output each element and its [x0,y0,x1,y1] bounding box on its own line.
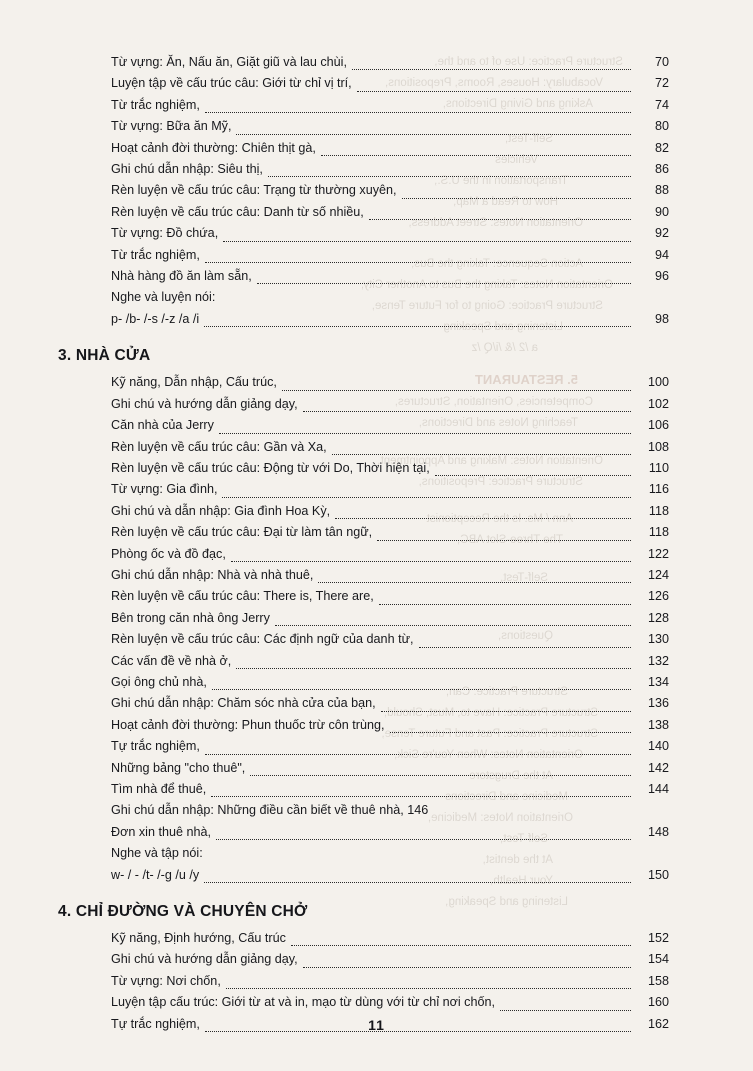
toc-entry-label: Bên trong căn nhà ông Jerry [111,610,270,625]
toc-entry-label: Từ trắc nghiệm, [111,97,200,112]
bleed-through-line: Structure Practice: Use of to and the, [434,56,623,68]
toc-leader-dots [250,768,631,776]
toc-leader-dots [303,960,631,968]
toc-entry-label: Từ trắc nghiệm, [111,247,200,262]
toc-entry[interactable] [56,394,697,415]
toc-entry-page-number: 138 [647,717,669,732]
bleed-through-line: Vehicles [495,154,538,166]
bleed-through-line: Structure Practice: Past and Future Tense, [381,728,598,740]
toc-entry-page-number: 86 [654,162,669,177]
toc-entry-label: Ghi chú và hướng dẫn giảng dạy, [111,396,298,411]
toc-entry-page-number: 136 [647,696,669,711]
bleed-through-line: Self-Test, [505,133,553,145]
toc-entry[interactable] [56,822,697,843]
bleed-through-line: Orientation Notes: Street Address, [408,217,583,229]
toc-entry[interactable] [56,779,697,800]
toc-entry-label: Ghi chú và dẫn nhập: Gia đình Hoa Kỳ, [111,503,331,518]
toc-entry-page-number: 92 [654,226,669,241]
bleed-through-line: Orientation Notes: Making and Appointment, [377,455,603,467]
toc-leader-dots [435,468,631,476]
toc-section-heading: 4. CHỈ ĐƯỜNG VÀ CHUYÊN CHỞ [58,903,308,921]
toc-leader-dots [433,812,631,819]
toc-entry-label: Nghe và luyện nói: [111,290,216,305]
toc-leader-dots [369,212,631,220]
toc-entry-label: Phòng ốc và đồ đạc, [111,546,226,561]
toc-entry-page-number: 154 [647,952,669,967]
toc-entry[interactable] [56,800,697,821]
toc-entry-label: Những bảng "cho thuê", [111,760,246,775]
bleed-through-line: Questions, [498,630,553,642]
toc-leader-dots [332,447,631,455]
toc-entry-label: Các vấn đề về nhà ở, [111,653,232,668]
toc-entry-page-number: 122 [647,546,669,561]
toc-leader-dots [419,640,632,648]
toc-entry-page-number: 160 [647,995,669,1010]
bleed-through-line: Self-Test, [500,833,548,845]
toc-entry-label: Từ vựng: Ăn, Nấu ăn, Giặt giũ và lau chùi, [111,55,347,69]
toc-entry-page-number: 134 [647,674,669,689]
toc-entry-page-number: 88 [654,183,669,198]
toc-entry-page-number: 128 [647,610,669,625]
toc-entry[interactable] [56,693,697,714]
toc-leader-dots [303,404,631,412]
toc-entry[interactable] [56,672,697,693]
bleed-through-line: Ann / Ms. Is the Receptionist [426,513,573,525]
toc-entry-page-number: 116 [648,482,669,497]
toc-entry[interactable] [56,608,697,629]
toc-leader-dots [205,747,631,755]
bleed-through-line: At the Drugstore [469,770,553,782]
bleed-through-line: Structure Practice: Prepositions, [418,476,583,488]
toc-entry-page-number: 98 [654,311,669,326]
bleed-through-line: At the dentist, [482,854,553,866]
toc-entry[interactable] [56,116,697,137]
toc-entry-page-number: 72 [654,76,669,91]
toc-entry-page-number: 82 [654,140,669,155]
toc-entry-page-number: 102 [647,396,669,411]
table-of-contents [56,52,697,1035]
toc-entry-page-number: 74 [654,97,669,112]
toc-entry-page-number: 108 [647,439,669,454]
toc-leader-dots [402,191,631,199]
toc-entry-label: Kỹ năng, Dẫn nhập, Cấu trúc, [111,375,277,390]
toc-entry-page-number: 150 [647,867,669,882]
toc-entry-label: Rèn luyện về cấu trúc câu: Đại từ làm tân ngữ, [111,525,373,540]
bleed-through-line: How to Read a Map, [453,196,558,208]
toc-entry-page-number: 130 [647,632,669,647]
toc-entry[interactable] [56,629,697,650]
toc-leader-dots [216,832,631,840]
bleed-through-line: Action Sequence: Taking the Bus, [411,258,583,270]
toc-leader-dots [321,148,631,156]
toc-leader-dots [231,554,631,562]
bleed-through-line: Structure Practice: Going to for Future Tense, [371,300,603,312]
toc-entry-label: Tự trắc nghiệm, [111,739,200,754]
toc-entry-label: Rèn luyện về cấu trúc câu: Gần và Xa, [111,439,327,454]
toc-entry[interactable] [56,245,697,266]
toc-leader-dots [500,1003,631,1011]
toc-entry[interactable] [56,651,697,672]
toc-leader-dots [268,169,631,177]
bleed-through-line: Transportation in the U.S., [434,175,568,187]
toc-entry[interactable] [56,715,697,736]
toc-entry-label: Ghi chú dẫn nhập: Siêu thị, [111,162,263,177]
toc-entry-label: Căn nhà của Jerry [111,418,214,433]
toc-entry-list [56,52,697,330]
toc-entry-page-number: 162 [647,1016,669,1031]
toc-entry-page-number: 132 [647,653,669,668]
toc-entry-page-number: 96 [654,269,669,284]
toc-entry[interactable] [56,266,697,287]
toc-entry[interactable] [56,180,697,201]
toc-entry-page-number: 90 [654,204,669,219]
toc-leader-dots [204,875,631,883]
toc-entry-label: Kỹ năng, Định hướng, Cấu trúc [111,931,286,946]
toc-leader-dots [220,299,631,306]
toc-entry-label: Gọi ông chủ nhà, [111,674,207,689]
toc-entry-page-number: 158 [647,973,669,988]
toc-entry-label: Tự trắc nghiệm, [111,1016,200,1031]
toc-entry[interactable] [56,479,697,500]
toc-entry-label: Rèn luyện về cấu trúc câu: Trạng từ thường xuyên, [111,183,397,198]
bleed-through-line: Competencies, Orientation, Structures, [394,396,593,408]
toc-entry-page-number: 140 [647,739,669,754]
toc-entry[interactable] [56,736,697,757]
toc-leader-dots [204,319,631,327]
bleed-through-line: Asking and Giving Directions, [442,98,593,110]
toc-leader-dots [390,725,631,733]
toc-entry[interactable] [56,223,697,244]
bleed-through-line: Structure Practice: Have to, Must, Should, [383,707,598,719]
toc-leader-dots [335,511,631,519]
bleed-through-line: Medicine and Directions [445,791,568,803]
toc-entry[interactable] [56,372,697,393]
toc-entry[interactable] [56,159,697,180]
toc-leader-dots [352,62,631,70]
toc-entry[interactable] [56,138,697,159]
toc-entry-page-number: 80 [654,119,669,134]
toc-entry[interactable] [56,522,697,543]
toc-leader-dots [223,234,631,242]
toc-entry-page-number: 118 [648,503,669,518]
toc-entry[interactable] [56,971,697,992]
toc-leader-dots [205,255,631,263]
toc-leader-dots [282,383,631,391]
toc-entry-label: p- /b- /-s /-z /a /i [111,311,200,326]
toc-entry-page-number: 124 [647,567,669,582]
toc-entry-label: Luyện tập cấu trúc: Giới từ at và in, mạo từ dùng với từ chỉ nơi chốn, [111,995,495,1010]
toc-entry[interactable] [56,544,697,565]
toc-leader-dots [236,661,631,669]
bleed-through-line: 5. RESTAURANT [474,372,578,387]
toc-entry[interactable] [56,565,697,586]
toc-entry-page-number: 70 [654,55,669,69]
toc-entry-label: Nghe và tập nói: [111,846,203,861]
bleed-through-line: The Three-Slot ABC, [457,534,563,546]
toc-entry-list [56,372,697,886]
toc-leader-dots [226,981,631,989]
toc-entry[interactable] [56,992,697,1013]
toc-entry-label: w- / - /t- /-g /u /y [111,867,200,882]
toc-entry[interactable] [56,758,697,779]
toc-leader-dots [208,855,631,862]
bleed-through-line: Orientation Notes: Taking the Bus to Another City, [360,279,613,291]
toc-entry-page-number: 152 [647,931,669,946]
toc-leader-dots [219,426,631,434]
bleed-through-line: Orientation Notes: When You're Sick, [394,749,583,761]
toc-entry-label: Từ vựng: Đồ chứa, [111,226,219,241]
toc-entry[interactable] [56,437,697,458]
toc-entry-label: Đơn xin thuê nhà, [111,824,211,839]
bleed-through-line: Listening and Speaking [443,321,563,333]
toc-entry-page-number: 110 [648,460,669,475]
toc-entry-page-number: 148 [647,824,669,839]
toc-leader-dots [212,682,631,690]
toc-entry[interactable] [56,95,697,116]
toc-entry[interactable] [56,309,697,330]
toc-entry[interactable] [56,949,697,970]
toc-entry[interactable] [56,586,697,607]
toc-entry-page-number: 144 [647,782,669,796]
toc-entry-label: Ghi chú và hướng dẫn giảng dạy, [111,952,298,967]
toc-entry-page-number: 100 [647,375,669,390]
toc-entry-page-number: 126 [647,589,669,604]
toc-entry[interactable] [56,287,697,308]
toc-entry[interactable] [56,928,697,949]
bleed-through-line: Listening and Speaking, [445,896,568,908]
toc-section-heading: 3. NHÀ CỬA [58,347,151,365]
toc-entry-label: Rèn luyện về cấu trúc câu: Danh từ số nhiều, [111,204,364,219]
toc-entry[interactable] [56,202,697,223]
toc-entry-page-number: 142 [647,760,669,775]
bleed-through-line: Vocabulary: Houses, Rooms, Prepositions, [385,77,603,89]
toc-entry-label: Từ vựng: Bữa ăn Mỹ, [111,119,232,134]
toc-entry-label: Rèn luyện về cấu trúc câu: There is, There are, [111,589,374,604]
toc-leader-dots [257,276,631,284]
toc-entry-label: Ghi chú dẫn nhập: Nhà và nhà thuê, [111,567,314,582]
toc-entry-label: Hoạt cảnh đời thường: Chiên thịt gà, [111,140,316,155]
toc-entry-label: Từ vựng: Gia đình, [111,482,218,497]
toc-leader-dots [211,789,631,797]
toc-entry[interactable] [56,52,697,73]
toc-entry-label: Luyện tập về cấu trúc câu: Giới từ chỉ vị trí, [111,76,352,91]
toc-entry-label: Tìm nhà để thuê, [111,782,207,796]
toc-entry[interactable] [56,501,697,522]
toc-entry-label: Ghi chú dẫn nhập: Chăm sóc nhà cửa của bạn, [111,696,376,711]
bleed-through-line: Teaching Notes and Directions, [418,417,578,429]
toc-leader-dots [275,618,631,626]
toc-entry-label: Ghi chú dẫn nhập: Những điều cần biết về thuê nhà, 146 [111,803,429,818]
toc-leader-dots [222,490,631,498]
toc-entry[interactable] [56,415,697,436]
toc-entry[interactable] [56,73,697,94]
bleed-through-line: Self-Test, [500,572,548,584]
toc-entry[interactable] [56,843,697,864]
toc-leader-dots [357,84,631,92]
bleed-through-line: Structure Practice: Can, [445,686,568,698]
page-number: 11 [368,1017,385,1033]
toc-entry-label: Hoạt cảnh đời thường: Phun thuốc trừ côn trùng, [111,717,385,732]
bleed-through-line: Your Health, [490,875,553,887]
toc-entry-label: Từ vựng: Nơi chốn, [111,973,221,988]
toc-entry[interactable] [56,865,697,886]
toc-entry-label: Nhà hàng đồ ăn làm sẵn, [111,269,252,284]
toc-entry-page-number: 106 [647,418,669,433]
toc-leader-dots [377,533,631,541]
toc-leader-dots [205,105,631,113]
toc-entry-page-number: 118 [648,525,669,540]
toc-entry-page-number: 94 [654,247,669,262]
toc-entry-label: Rèn luyện về cấu trúc câu: Các định ngữ của danh từ, [111,632,414,647]
toc-leader-dots [379,597,631,605]
toc-entry[interactable] [56,458,697,479]
toc-leader-dots [318,575,631,583]
toc-leader-dots [381,704,631,712]
bleed-through-line: a /2 /& /i/Q /z [471,342,538,354]
toc-entry-label: Rèn luyện về cấu trúc câu: Động từ với Do, Thời hiện tại, [111,460,430,475]
toc-leader-dots [291,938,631,946]
toc-leader-dots [236,127,631,135]
bleed-through-line: Orientation Notes: Medicine, [427,812,573,824]
